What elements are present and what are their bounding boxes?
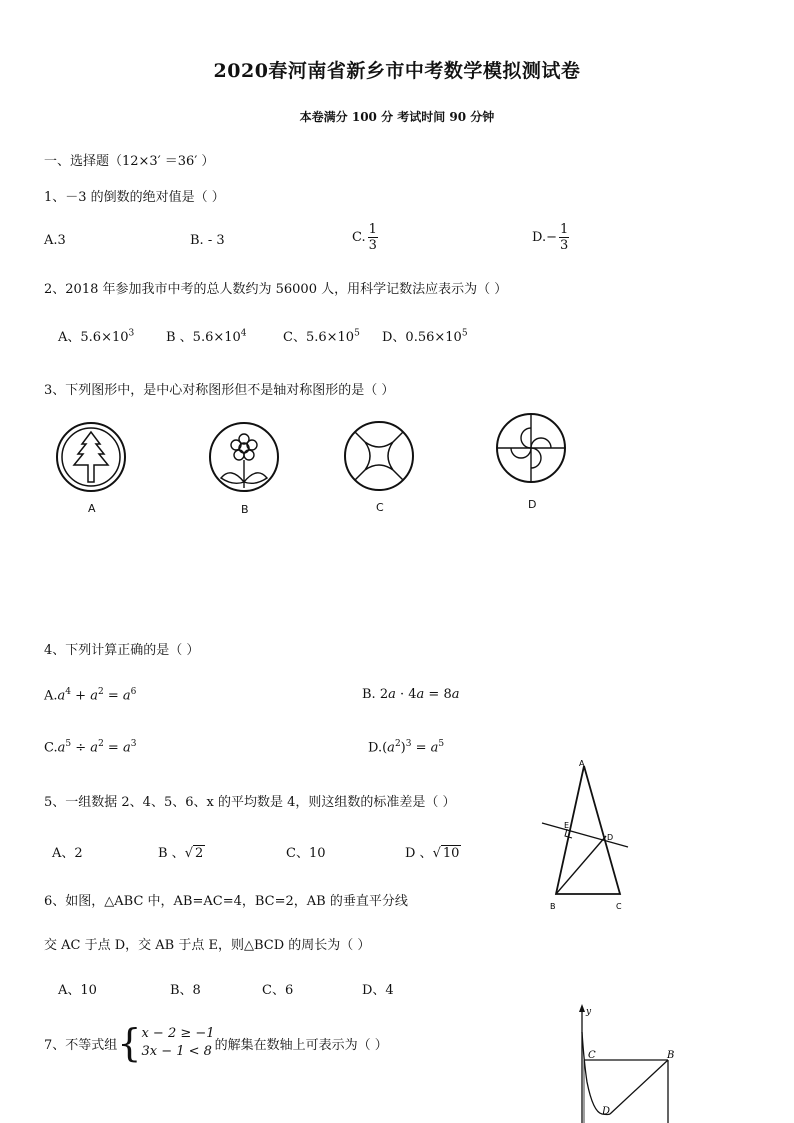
q6-label-b: B <box>550 902 556 911</box>
q7-inequality-1: x − 2 ≥ −1 <box>141 1026 215 1041</box>
graph-label-y: y <box>586 1007 592 1017</box>
q6-label-e: E <box>564 821 570 830</box>
q1-option-d: D.− $\frac{1}{3}$ <box>532 222 569 253</box>
q3-stem: 3、下列图形中，是中心对称图形但不是轴对称图形的是（ ） <box>44 383 395 398</box>
q7-inequality-2: 3x − 1 < 8 <box>141 1044 212 1059</box>
q1-option-c: C. $\frac{1}{3}$ <box>352 222 377 253</box>
q3-label-d: D <box>528 498 537 511</box>
q1-option-a: A.3 <box>44 233 66 248</box>
q1-option-b: B. - 3 <box>190 233 225 248</box>
q4-option-c: $C.a^5 \div a^2 = a^3$ <box>44 739 137 756</box>
q5-option-a: A、2 <box>52 846 83 861</box>
q2-option-d: D、$0.56\times 10^5$ <box>382 328 468 345</box>
q5-option-d: D 、√ 10 <box>405 846 460 861</box>
page-title: 2020春河南省新乡市中考数学模拟测试卷 <box>213 60 581 82</box>
graph-label-c: C <box>588 1050 596 1061</box>
q6-stem-line2: 交 AC 于点 D，交 AB 于点 E，则△BCD 的周长为（ ） <box>44 938 371 953</box>
q6-option-d: D、4 <box>362 983 394 998</box>
q5-option-b: B 、√ 2 <box>158 846 204 861</box>
q3-label-a: A <box>88 502 96 515</box>
q3-label-c: C <box>376 501 384 514</box>
q2-option-a: A、$5.6\times 10^3$ <box>58 328 135 345</box>
q5-stem: 5、一组数据 2、4、5、6、x 的平均数是 4，则这组数的标准差是（ ） <box>44 795 456 810</box>
q6-triangle-figure <box>536 756 636 914</box>
q4-stem: 4、下列计算正确的是（ ） <box>44 643 200 658</box>
q6-label-d: D <box>607 833 614 842</box>
q3-label-b: B <box>241 503 249 516</box>
q3-figure-d-pinwheel <box>492 411 572 489</box>
q6-label-a: A <box>579 759 585 768</box>
section-heading: 一、选择题（12×3′ ＝36′ ） <box>44 154 215 169</box>
q3-figure-b-flower <box>205 420 285 496</box>
q4-option-a: $A.a^4 + a^2 = a^6$ <box>44 687 137 704</box>
exam-info: 本卷满分 100 分 考试时间 90 分钟 <box>299 110 495 124</box>
graph-figure <box>560 1002 690 1123</box>
q6-stem-line1: 6、如图，△ABC 中，AB=AC=4，BC=2，AB 的垂直平分线 <box>44 894 408 909</box>
q4-option-b: B. 2a · 4a = 8a <box>362 687 460 702</box>
graph-label-d: D <box>602 1106 611 1117</box>
q2-option-b: B 、$5.6\times 10^4$ <box>166 328 247 345</box>
q1-stem: 1、－3 的倒数的绝对值是（ ） <box>44 190 225 205</box>
q6-label-c: C <box>616 902 622 911</box>
q3-figure-a-tree <box>52 420 132 496</box>
q6-option-a: A、10 <box>58 983 97 998</box>
q3-figure-c-concave <box>340 418 420 496</box>
q2-stem: 2、2018 年参加我市中考的总人数约为 56000 人，用科学记数法应表示为（ ） <box>44 282 508 297</box>
q4-option-d: $D.(a^2)^3 = a^5$ <box>368 739 445 756</box>
q6-option-c: C、6 <box>262 983 294 998</box>
q2-option-c: C、$5.6\times 10^5$ <box>283 328 360 345</box>
q5-option-c: C、10 <box>286 846 326 861</box>
graph-label-b: B <box>667 1050 675 1061</box>
q6-option-b: B、8 <box>170 983 201 998</box>
q7-stem: 7、不等式组 { x − 2 ≥ −1 3x − 1 < 8 的解集在数轴上可表示为（ ） <box>44 1021 388 1065</box>
